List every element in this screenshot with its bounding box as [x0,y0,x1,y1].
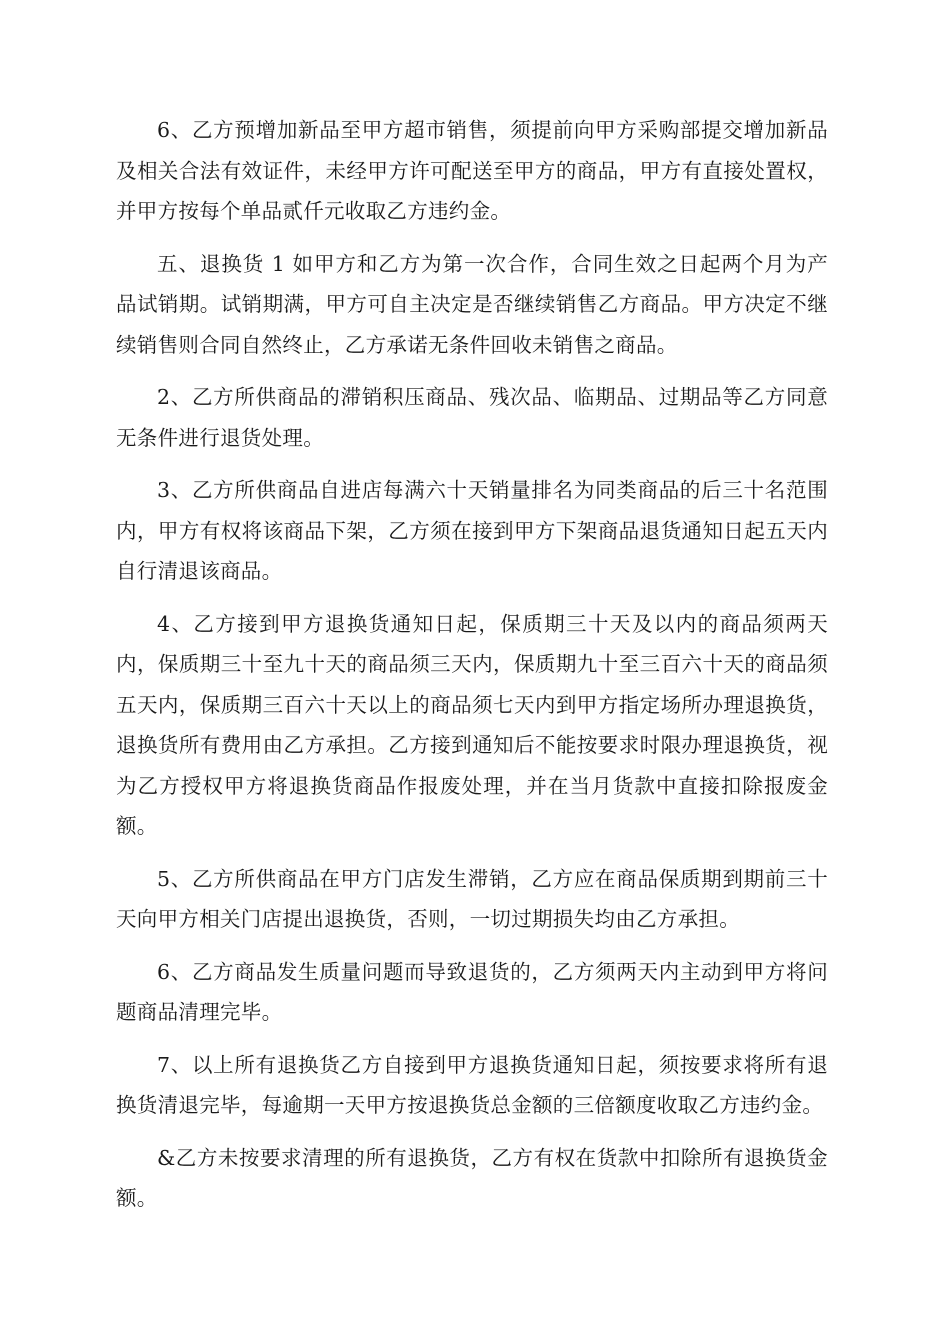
paragraph-clause-3: 3、乙方所供商品自进店每满六十天销量排名为同类商品的后三十名范围内，甲方有权将该商品下架，乙方须在接到甲方下架商品退货通知日起五天内自行清退该商品。 [116,478,828,583]
paragraph-clause-8: &乙方未按要求清理的所有退换货，乙方有权在货款中扣除所有退换货金额。 [116,1145,828,1210]
paragraph-clause-6-new-products: 6、乙方预增加新品至甲方超市销售，须提前向甲方采购部提交增加新品及相关合法有效证件，未经甲方许可配送至甲方的商品，甲方有直接处置权，并甲方按每个单品贰仟元收取乙方违约金。 [116,118,828,223]
document-body [116,110,828,1231]
paragraph-clause-6-quality: 6、乙方商品发生质量问题而导致退货的，乙方须两天内主动到甲方将问题商品清理完毕。 [116,959,828,1024]
paragraph-clause-5: 5、乙方所供商品在甲方门店发生滞销，乙方应在商品保质期到期前三十天向甲方相关门店提出退换货，否则，一切过期损失均由乙方承担。 [116,866,828,931]
paragraph-clause-2: 2、乙方所供商品的滞销积压商品、残次品、临期品、过期品等乙方同意无条件进行退货处理。 [116,385,828,450]
paragraph-clause-7: 7、以上所有退换货乙方自接到甲方退换货通知日起，须按要求将所有退换货清退完毕，每逾期一天甲方按退换货总金额的三倍额度收取乙方违约金。 [116,1052,828,1117]
paragraph-section-5-returns: 五、退换货 1 如甲方和乙方为第一次合作，合同生效之日起两个月为产品试销期。试销期满，甲方可自主决定是否继续销售乙方商品。甲方决定不继续销售则合同自然终止，乙方承诺无条件回收未销售之商品。 [116,251,828,357]
paragraph-clause-4: 4、乙方接到甲方退换货通知日起，保质期三十天及以内的商品须两天内，保质期三十至九十天的商品须三天内，保质期九十至三百六十天的商品须五天内，保质期三百六十天以上的商品须七天内到甲方指定场所办理退换货，退换货所有费用由乙方承担。乙方接到通知后不能按要求时限办理退换货，视为乙方授权甲方将退换货商品作报废处理，并在当月货款中直接扣除报废金额。 [116,611,828,838]
